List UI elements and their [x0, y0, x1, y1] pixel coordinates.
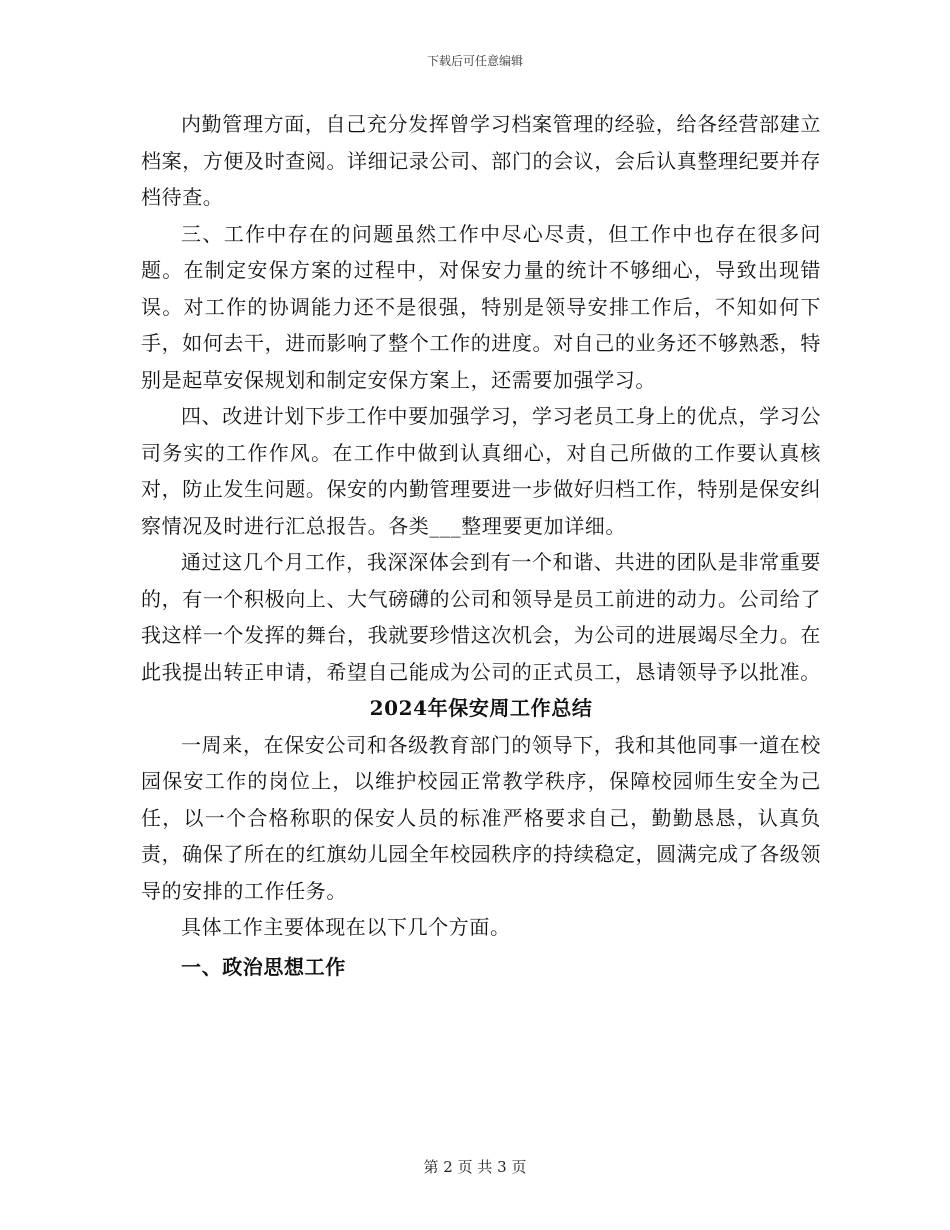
page-number: 第 2 页 共 3 页: [423, 1158, 527, 1176]
subheading-political-work: 一、政治思想工作: [181, 954, 346, 979]
document-body: [141, 106, 821, 985]
paragraph-improvement-plan: 四、改进计划下步工作中要加强学习，学习老员工身上的优点，学习公司务实的工作作风。在工作中做到认真细心，对自己所做的工作要认真核对，防止发生问题。保安的内勤管理要进一步做好归档工作，特别是保安纠察情况及时进行汇总报告。各类___整理要更加详细。: [141, 404, 821, 538]
section-title: 2024年保安周工作总结: [369, 696, 593, 720]
header-note: 下载后可任意编辑: [426, 54, 523, 68]
paragraph-conclusion: 通过这几个月工作，我深深体会到有一个和谐、共进的团队是非常重要的，有一个积极向上、大气磅礴的公司和领导是员工前进的动力。公司给了我这样一个发挥的舞台，我就要珍惜这次机会，为公司的进展竭尽全力。在此我提出转正申请，希望自己能成为公司的正式员工，恳请领导予以批准。: [141, 550, 821, 684]
paragraph-aspects-intro: 具体工作主要体现在以下几个方面。: [181, 915, 511, 939]
paragraph-existing-problems: 三、工作中存在的问题虽然工作中尽心尽责，但工作中也存在很多问题。在制定安保方案的过程中，对保安力量的统计不够细心，导致出现错误。对工作的协调能力还不是很强，特别是领导安排工作后，不知如何下手，如何去干，进而影响了整个工作的进度。对自己的业务还不够熟悉，特别是起草安保规划和制定安保方案上，还需要加强学习。: [141, 221, 821, 392]
paragraph-archive-management: 内勤管理方面，自己充分发挥曾学习档案管理的经验，给各经营部建立档案，方便及时查阅。详细记录公司、部门的会议，会后认真整理纪要并存档待查。: [141, 112, 821, 209]
paragraph-weekly-summary: 一周来，在保安公司和各级教育部门的领导下，我和其他同事一道在校园保安工作的岗位上，以维护校园正常教学秩序，保障校园师生安全为己任，以一个合格称职的保安人员的标准严格要求自己，勤勤恳恳，认真负责，确保了所在的红旗幼儿园全年校园秩序的持续稳定，圆满完成了各级领导的安排的工作任务。: [141, 732, 821, 903]
